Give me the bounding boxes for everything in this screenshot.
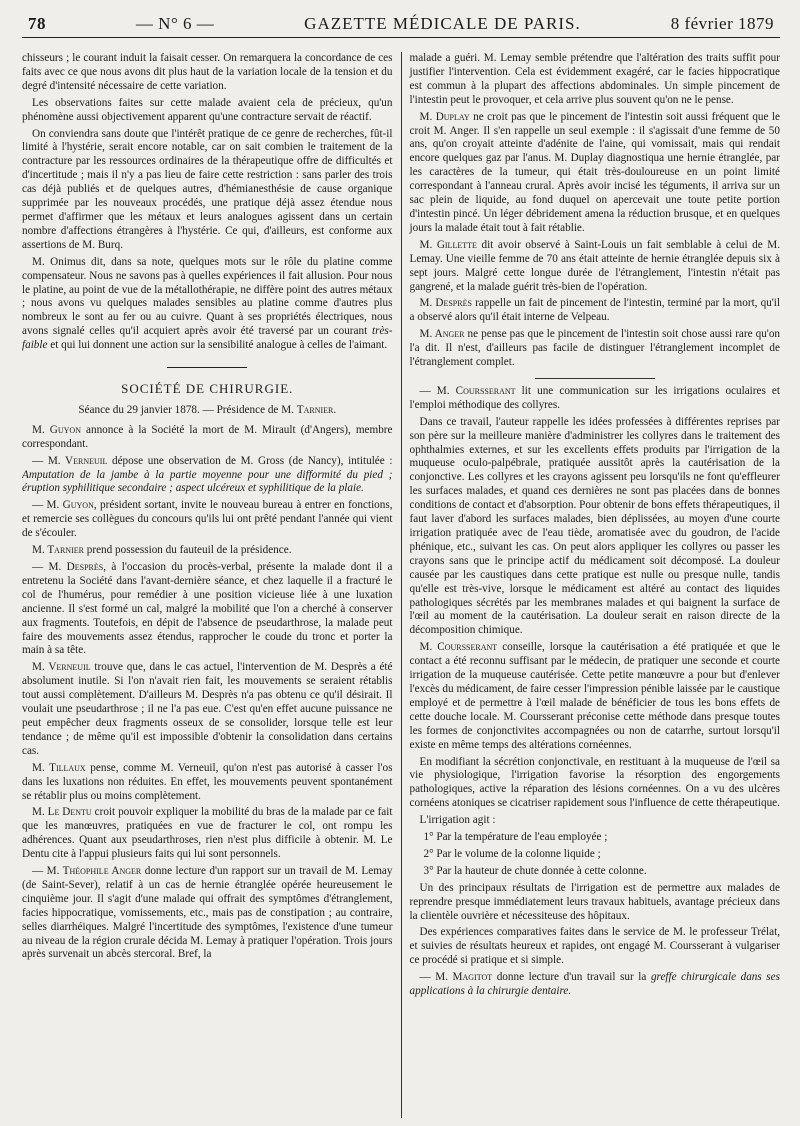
text: pense, comme M. Verneuil, qu'on n'est pas autorisé à casser l'os dans les luxations non réduites. En effet, les mouvements peuvent spontanément se rétablir plus ou moins complètement. [22, 761, 393, 802]
paragraph: On conviendra sans doute que l'intérêt pratique de ce genre de recherches, fût-il limité à l'hystérie, serait encore notable, car on sait combien le traitement de la contracture par les ressources ordinaires de la thérapeutique offre de difficultés et d'incertitude ; mais il n'y a pas lieu de faire cette restriction : sans parler des trois cas déjà publiés et de quelques autres, d'hémianesthésie de cause organique supprimée par les nouveaux procédés, une pratique déjà assez étendue nous permet d'affirmer que les métaux et leurs analogues agissent dans un certain nombre d'affections étrangères à l'hystérie. Ce qui, d'ailleurs, est conforme aux assertions de M. Burq. [22, 127, 393, 251]
separator-rule [535, 378, 655, 379]
text: ne croit pas que le pincement de l'intestin soit aussi fréquent que le croit M. Anger. Il s'en rappelle un seul exemple : il s'agissait d'une femme de 50 ans, qu'on croyait atteinte d'adénite de l'aine, qui vomissait, mais qui rendait encore quelques gaz par l'anus. M. Duplay diagnostiqua une hernie étranglée, par les caractères de la tumeur, qui était très-douloureuse en un point limité correspondant à l'anneau crural. Après avoir incisé les téguments, il arriva sur un sac plein de liquide, au fond duquel on apercevait une toute petite portion d'intestin pincé. Un léger débridement amena la réduction brusque, et en quelques jours la malade était tout à fait rétablie. [409, 110, 780, 234]
page-header [22, 14, 780, 38]
list-item: 3° Par la hauteur de chute donnée à cette colonne. [423, 864, 647, 877]
speaker-name: M. Duplay [419, 110, 470, 123]
paragraph [22, 544, 393, 558]
speaker-name: M. Coursserant [419, 641, 498, 654]
speaker-name: — M. Magitot [419, 971, 493, 984]
session-line [22, 404, 393, 418]
paragraph [22, 561, 393, 658]
issue-number: — N° 6 — [135, 14, 215, 33]
paragraph: Les observations faites sur cette malade avaient cela de précieux, qu'un phénomène aussi objectivement apparent qu'une contracture servait de réactif. [22, 96, 393, 123]
paragraph [22, 762, 393, 804]
paragraph [410, 239, 781, 295]
text: ne pense pas que le pincement de l'intestin soit chose aussi rare qu'on l'a dit. Il n'est, d'ailleurs pas facile de distinguer l'étranglement incomplet de l'étranglement complet. [409, 328, 780, 369]
speaker-name: M. Gillette [419, 238, 477, 251]
paragraph [22, 661, 393, 758]
left-column [22, 52, 401, 1118]
text: trouve que, dans le cas actuel, l'intervention de M. Desprès a été absolument inutile. Si l'on n'avait rien fait, les mouvements se seraient rétablis tout aussi complètement. D'ailleurs M. Desprès n'a pas obtenu ce qu'il désirait. Il voulait une pseudarthrose ; il ne l'a pas eue. C'est qu'en effet aucune puissance ne peut empêcher deux fragments osseux de se consolider, lorsque telle est leur tendance ; de même qu'il est impossible d'obtenir la consolidation dans certains cas. [22, 661, 393, 757]
paragraph: malade a guéri. M. Lemay semble prétendre que l'altération des traits suffit pour justifier l'intervention. Cela est évidemment exagéré, car le facies hippocratique est commun à la plupart des affections abdominales. Un simple pincement de l'intestin peut le provoquer, et cela arrive plus souvent qu'on ne le pense. [409, 52, 780, 106]
columns [22, 52, 780, 1118]
text: dit avoir observé à Saint-Louis un fait semblable à celui de M. Lemay. Une vieille femme de 70 ans était atteinte de hernie étranglée depuis six à sept jours. Malgré cette longue durée de l'étranglement, l'intestin n'était pas gangrené, et la malade guérit très-bien de l'opération. [409, 238, 780, 293]
right-column [401, 52, 781, 1118]
italic-text: très-faible [22, 325, 393, 352]
paragraph: L'irrigation agit : [419, 814, 496, 827]
paragraph [22, 455, 393, 497]
speaker-name: — M. Desprès, [32, 561, 107, 573]
paragraph [22, 806, 393, 862]
text: M. Onimus dit, dans sa note, quelques mots sur le rôle du platine comme compensateur. Nous ne savons pas à quelles expériences il fait allusion. Pour nous le platine, au point de vue de la métallothérapie, ne diffère point des autres métaux ; nous avons vu quelques malades sensibles au platine comme d'autres plus nombreux le sont au fer ou au cuivre. Quant à ses propriétés électriques, nous avons signalé celles qu'il acquiert après avoir été traversé par un courant [22, 255, 393, 338]
speaker-name: M. Le Dentu [32, 806, 92, 819]
speaker-name: M. Desprès [419, 297, 472, 310]
paragraph [22, 499, 393, 541]
text: annonce à la Société la mort de M. Mirault (d'Angers), membre correspondant. [22, 423, 393, 450]
text: donne lecture d'un rapport sur un travail de M. Lemay (de Saint-Sever), relatif à un cas de hernie étranglée opérée heureusement le cinquième jour. Il s'agit d'une malade qui offrait des symptômes d'étranglement, facies hippocratique, vomissements, etc., mais pas de constipation ; au contraire, selles diarrhéiques. Malgré l'incertitude des symptômes, l'existence d'une tumeur au niveau de la région crurale décida M. Lemay à pratiquer l'opération. Trois jours après survenait un abcès stercoral. Bref, la [22, 865, 393, 961]
text: à l'occasion du procès-verbal, présente la malade dont il a entretenu la Société dans l'avant-dernière séance, et chez laquelle il a fracturé le col de l'humérus, pour remédier à une position vicieuse liée à une luxation ancienne. Il s'est formé un cal, malgré la mobilité que l'on a cherché à conserver aux fragments. Toutefois, en dépit de l'absence de pseudarthrose, la malade peut faire des mouvements assez étendus, rapprocher le coude du tronc et porter la main à sa tête. [22, 561, 393, 657]
text: lit une communication sur les irrigations oculaires et l'emploi méthodique des collyres. [409, 384, 780, 411]
separator-rule [167, 367, 247, 368]
paragraph: Un des principaux résultats de l'irrigation est de permettre aux malades de reprendre presque immédiatement leurs travaux habituels, avantage précieux dans la clientèle ouvrière et nécessiteuse des hôpitaux. [409, 881, 780, 922]
paragraph [22, 256, 393, 353]
speaker-name: — M. Coursserant [419, 384, 516, 397]
paragraph [22, 424, 393, 452]
text: conseille, lorsque la cautérisation a été pratiquée et que le contact a été reconnu suffisant par le médecin, de pratiquer une seconde et courte irrigation de la muqueuse cautérisée. Cette petite manœuvre a pour but d'enlever l'excès du médicament, de faire cesser l'impression pénible laissée par le caustique employé et de permettre à l'œil malade de bénéficier de tous les bons effets de cette douche locale. M. Coursserant préconise cette méthode dans presque toutes les formes de conjonctivites accompagnées ou non de catarrhe, surtout lorsqu'il existe en même temps des altérations cornéennes. [409, 641, 780, 751]
text: Séance du 29 janvier 1878. — Présidence de M. [78, 403, 294, 416]
speaker-name: M. Tillaux [32, 761, 86, 774]
speaker-name: M. Guyon [32, 423, 81, 436]
paragraph: En modifiant la sécrétion conjonctivale, en restituant à la muqueuse de l'œil sa vie physiologique, l'irrigation favorise la résorption des engorgements pathologiques, active la réparation des lésions cornéennes. On a vu des ulcères cornéens atoniques se cicatriser rapidement sous l'influence de cette thérapeutique. [409, 755, 780, 810]
page-number: 78 [28, 14, 46, 33]
paragraph [410, 641, 781, 752]
speaker-name: M. Verneuil [32, 661, 91, 674]
speaker-name: M. Tarnier [32, 544, 84, 557]
paragraph [410, 111, 781, 236]
list-item: 1° Par la température de l'eau employée ; [423, 831, 608, 844]
paragraph [410, 328, 781, 370]
paragraph: Dans ce travail, l'auteur rappelle les idées professées à différentes reprises par son père sur la meilleure manière d'administrer les collyres dans le traitement des ophthalmies externes, et sur les excellents effets produits par l'irrigation de la muqueuse oculo-palpébrale, pratiquée aussitôt après la cautérisation de la conjonctive. Les collyres et les crayons agissent peu lorsqu'ils ne font qu'effleurer les surfaces malades, et quand ces dernières ne sont pas placées dans de bonnes conditions de contact et d'absorption. Pour obtenir de bons effets thérapeutiques, il faut laver d'abord les surfaces malades, bien déplissées, au moyen d'une courte irrigation pratiquée avec de l'eau tiède, aromatisée avec du goudron, de l'acide phénique, etc., suivant les cas. On peut alors appliquer les collyres ou passer les crayons sans que le principe actif du médicament soit décomposé. La douleur causée par les caustiques dans cette pratique est nulle ou presque nulle, tandis qu'elle est très-vive, lorsque le médicament est altéré au contact des liquides pathologiques sécrétés par les membranes malades et qui baignent la surface de l'œil au moment de la cautérisation. La douleur serait en raison directe de la décomposition chimique. [409, 415, 780, 637]
newspaper-page [22, 14, 780, 1118]
italic-text: greffe chirurgicale dans ses applications à la chirurgie dentaire. [409, 971, 780, 998]
text: président sortant, invite le nouveau bureau à entrer en fonctions, et remercie ses collègues du concours qu'ils lui ont prêté pendant l'année qui vient de s'écouler. [22, 499, 393, 540]
journal-title: GAZETTE MÉDICALE DE PARIS. [304, 14, 581, 33]
text: donne lecture d'un travail sur la [496, 971, 647, 984]
text: et qui lui donnent une action sur la sensibilité analogue à celles de l'aimant. [50, 339, 388, 352]
paragraph: Des expériences comparatives faites dans le service de M. le professeur Trélat, et suivies de résultats heureux et rapides, ont engagé M. Coursserant à vulgariser ce procédé si pratique et si simple. [409, 926, 780, 967]
list-item: 2° Par le volume de la colonne liquide ; [423, 847, 601, 860]
speaker-name: — M. Verneuil [32, 454, 108, 467]
text: croit pouvoir expliquer la mobilité du bras de la malade par ce fait que les manœuvres, pratiquées en vue de fracturer le col, ont rompu les adhérences. Quant aux pseudarthroses, rien n'est plus difficile à obtenir. M. Le Dentu cite à l'appui plusieurs faits qui lui sont personnels. [22, 806, 393, 861]
italic-text: Amputation de la jambe à la partie moyenne pour une difformité du pied ; éruption syphilitique secondaire ; aspect ulcéreux et syphilitique de la plaie. [22, 468, 393, 495]
speaker-name: — M. Guyon, [32, 499, 97, 512]
paragraph [410, 971, 781, 999]
text: prend possession du fauteuil de la présidence. [86, 544, 292, 557]
text: rappelle un fait de pincement de l'intestin, terminé par la mort, qu'il a observé alors qu'il était interne de Velpeau. [409, 297, 780, 324]
issue-date: 8 février 1879 [670, 14, 774, 33]
paragraph [22, 865, 393, 962]
section-title: SOCIÉTÉ DE CHIRURGIE. [121, 381, 294, 397]
speaker-name: Tarnier. [296, 403, 337, 416]
paragraph [410, 385, 781, 413]
paragraph [410, 297, 781, 325]
speaker-name: — M. Théophile Anger [32, 865, 142, 878]
speaker-name: M. Anger [419, 328, 465, 341]
paragraph: chisseurs ; le courant induit la faisait cesser. On remarquera la concordance de ces faits avec ce que nous avons dit plus haut de la variation locale de la tension et du degré d'intensité nécessaire de cette variation. [22, 52, 393, 92]
text: dépose une observation de M. Gross (de Nancy), intitulée : [112, 454, 393, 467]
